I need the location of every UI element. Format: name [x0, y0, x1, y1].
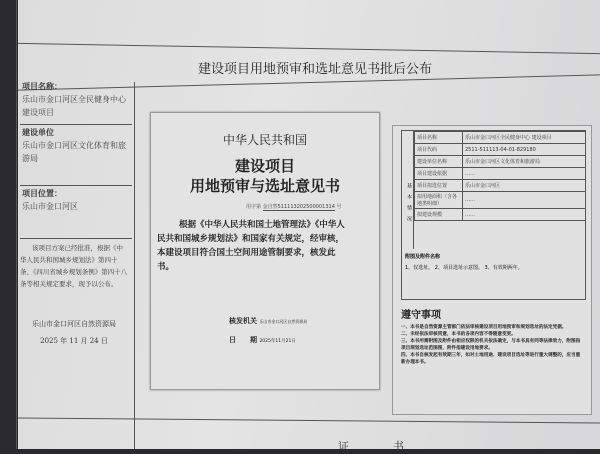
rule-item: 二、未经依法审核同意，本书的各项内容不得随意变更。 — [401, 332, 516, 337]
label: 建设单位 — [22, 127, 54, 137]
location: 乐山市金口河区 — [22, 202, 78, 211]
attachments: 1、仅选址。 2、项目选址示意图。 3、有效期两年。 — [405, 265, 523, 271]
issuer: 乐山市金口河区自然资源局 — [32, 320, 116, 328]
date: 2025 年 11 月 24 日 — [40, 337, 108, 345]
table-row — [415, 180, 586, 192]
table-row — [415, 156, 586, 168]
rule-item: 一、本书是自然资源主管部门依法审核建设项目用地预审和规划选址的法定凭据。 — [401, 325, 567, 330]
certificate-page — [150, 112, 380, 390]
cert-subtitle: 用地预审与选址意见书 — [189, 177, 340, 195]
row-value: 乐山市金口河区 — [463, 180, 586, 192]
label: 项目名称： — [22, 81, 62, 91]
rule-item: 四、本书自核发起有效期三年，如对土地用途、建设项目选址等进行重大调整的，应当重新办理本书。 — [401, 353, 581, 365]
row-value: …… — [463, 168, 586, 180]
project-name-box — [22, 80, 130, 119]
info-rows — [414, 131, 586, 221]
row-key: 项目建设依据 — [415, 168, 463, 180]
divider — [134, 82, 135, 449]
cert-body: 根据《中华人民共和国土地管理法》《中华人民共和国城乡规划法》和国家有关规定，经审核，本建设项目符合国土空间用途管制要求，核发此书。 — [157, 220, 345, 272]
unit-box — [22, 126, 130, 165]
cert-title: 建设项目 — [234, 157, 295, 175]
table-row — [415, 209, 586, 221]
page-title: 建设项目用地预审和选址意见书批后公布 — [197, 62, 432, 77]
label: 项目位置： — [22, 188, 62, 198]
issuing-authority: 核发机关 乐山市金口河区自然资源局 — [229, 317, 308, 325]
table-row — [415, 144, 586, 156]
issue-date: 日 期 2025年11月21日 — [229, 336, 296, 344]
unit: 乐山市金口河区文化体育和旅游局 — [22, 141, 126, 163]
rule-item: 三、本书所需附图及附件由相应权限的机关依法确定，与本书具有同等法律效力，附图指项目规划选址范围图，附件指建设用地要求。 — [401, 339, 581, 351]
notice-text: 该项目方案已经批准，根据《中华人民共和国城乡规划法》第四十条、《四川省城乡规划条例》第四十八条等相关规定要求，现予以公布。 — [20, 244, 128, 288]
row-key: 拟建设规模 — [415, 209, 463, 221]
section-label: 基本情况 — [402, 131, 414, 249]
basic-info-table — [401, 130, 586, 300]
row-value: 乐山市金口河区全民健身中心 建设项目 — [463, 132, 586, 144]
row-key: 项目名称 — [415, 132, 463, 144]
details-page — [392, 125, 592, 415]
location-box — [22, 187, 130, 213]
row-value: …… — [463, 209, 586, 221]
divider — [16, 0, 17, 449]
bottom-char: 证 — [338, 440, 349, 453]
row-value: 乐山市金口河区文化体育和旅游局 — [463, 156, 586, 168]
rules-title: 遵守事项 — [401, 310, 441, 321]
row-key: 建设单位名称 — [415, 156, 463, 168]
row-value: 2511-511113-04-01-829180 — [463, 144, 586, 156]
row-value: …… — [463, 192, 586, 209]
rules-list — [401, 324, 583, 366]
row-key: 项目代码 — [415, 144, 463, 156]
cert-number: 用字第 金自然511113202500001314 号 — [246, 204, 342, 210]
table-row — [415, 192, 586, 209]
attachments-label: 附图及附件名称 — [405, 254, 441, 260]
table-row — [415, 132, 586, 144]
row-key: 拟用地面积（含各地类明细） — [415, 192, 463, 209]
table-row — [415, 168, 586, 180]
bottom-char: 书 — [393, 440, 404, 453]
row-key: 项目拟选位置 — [415, 180, 463, 192]
country: 中华人民共和国 — [222, 133, 307, 147]
project-name: 乐山市金口河区全民健身中心 建设项目 — [22, 95, 126, 117]
